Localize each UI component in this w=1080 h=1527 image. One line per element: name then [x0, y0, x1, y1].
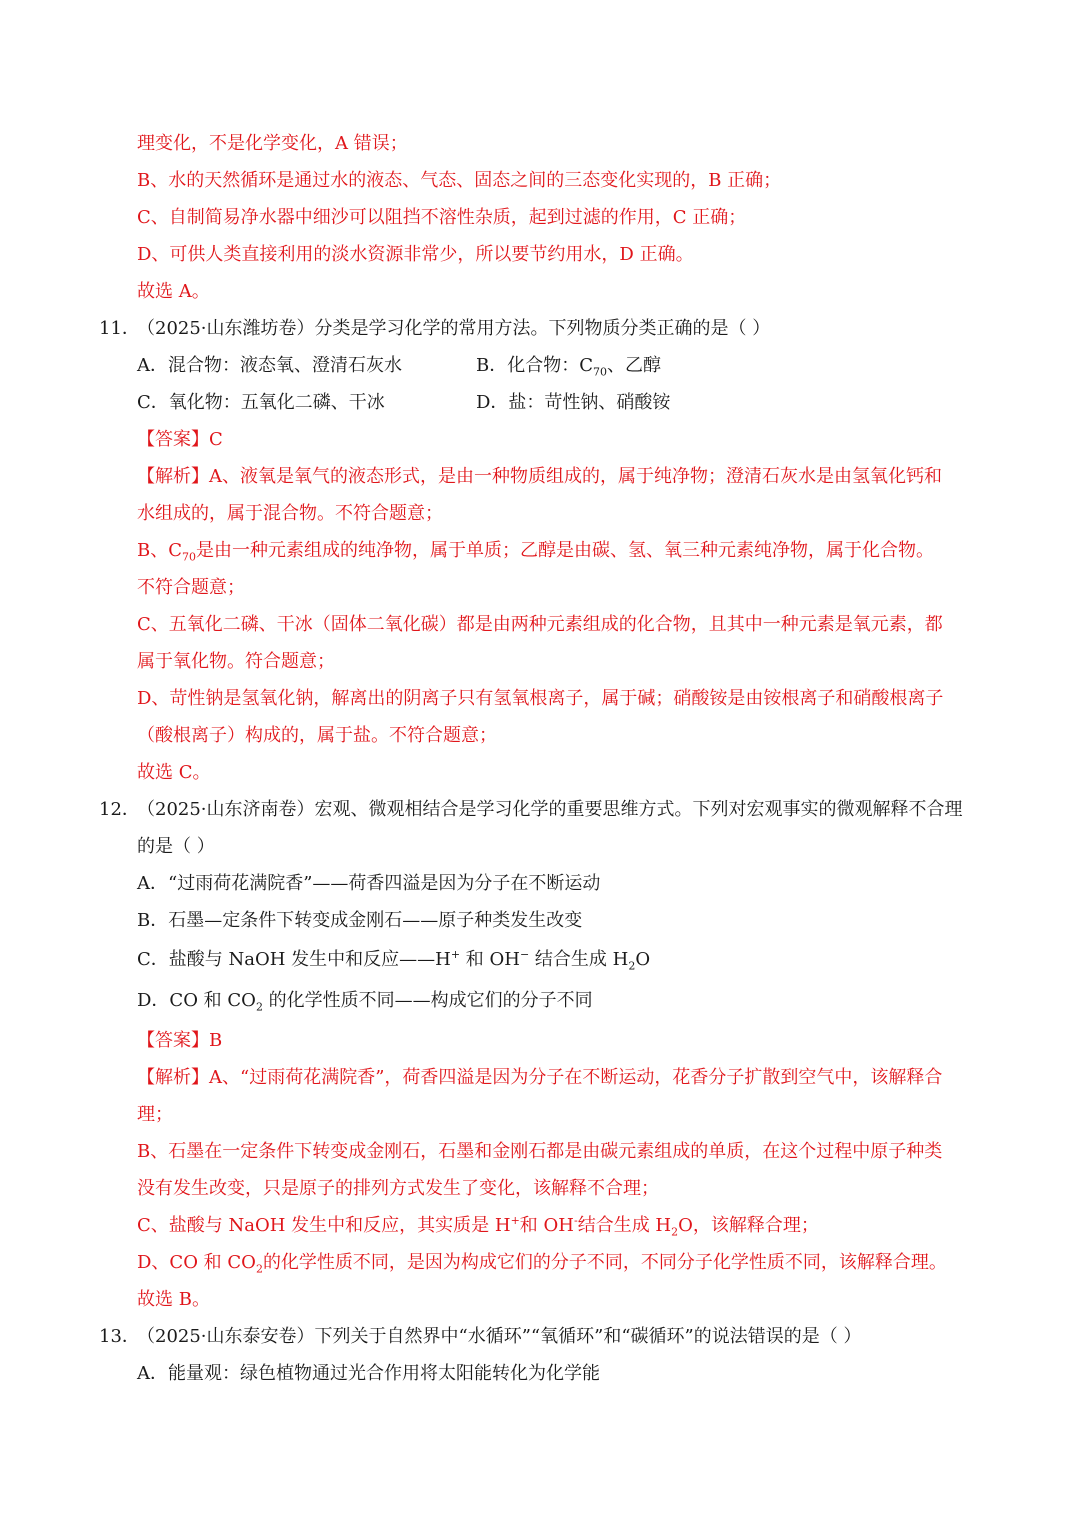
q11-option-c: C．氧化物：五氧化二磷、干冰: [137, 392, 385, 413]
q12-explanation-2: 理；: [137, 1104, 173, 1125]
q13-option-a: A．能量观：绿色植物通过光合作用将太阳能转化为化学能: [137, 1363, 600, 1384]
q12-answer: 【答案】B: [137, 1030, 223, 1051]
q13-stem: （2025·山东泰安卷）下列关于自然界中“水循环”“氧循环”和“碳循环”的说法错误的是（ ）: [137, 1326, 862, 1347]
q11-explanation-3: B、$C_{70}$是由一种元素组成的纯净物，属于单质；乙醇是由碳、氢、氧三种元素纯净物，属于化合物。: [137, 540, 934, 564]
q12-explanation-6: D、CO 和 $CO_2$的化学性质不同，是因为构成它们的分子不同，不同分子化学性质不同，该解释合理。: [137, 1252, 947, 1276]
intro-line-1: 理变化，不是化学变化，A 错误；: [137, 133, 408, 154]
q11-explanation-2: 水组成的，属于混合物。不符合题意；: [137, 503, 443, 524]
q11-explanation-5: C、五氧化二磷、干冰（固体二氧化碳）都是由两种元素组成的化合物，且其中一种元素是氧元素，都: [137, 614, 943, 635]
q12-explanation-1: 【解析】A、“过雨荷花满院香”，荷香四溢是因为分子在不断运动，花香分子扩散到空气中，该解释合: [137, 1067, 943, 1088]
q12-option-a: A．“过雨荷花满院香”——荷香四溢是因为分子在不断运动: [137, 873, 601, 894]
q12-explanation-7: 故选 B。: [137, 1289, 210, 1310]
q12-number: 12．: [99, 799, 140, 820]
q11-explanation-8: （酸根离子）构成的，属于盐。不符合题意；: [137, 725, 497, 746]
q11-explanation-6: 属于氧化物。符合题意；: [137, 651, 335, 672]
q11-option-a: A．混合物：液态氧、澄清石灰水: [137, 355, 402, 376]
q12-explanation-5: C、盐酸与 NaOH 发生中和反应，其实质是 H+和 OH-结合生成 $H_2O$，该解释合理；: [137, 1214, 819, 1239]
q12-option-b: B．石墨—定条件下转变成金刚石——原子种类发生改变: [137, 910, 583, 931]
q12-explanation-3: B、石墨在一定条件下转变成金刚石，石墨和金刚石都是由碳元素组成的单质，在这个过程中原子种类: [137, 1141, 943, 1162]
q12-explanation-4: 没有发生改变，只是原子的排列方式发生了变化，该解释不合理；: [137, 1178, 659, 1199]
q12-option-d: D．CO 和 $CO_2$ 的化学性质不同——构成它们的分子不同: [137, 990, 593, 1014]
q12-option-c: C．盐酸与 NaOH 发生中和反应——H+ 和 OH− 结合生成 $H_2O$: [137, 948, 651, 973]
q11-explanation-9: 故选 C。: [137, 762, 211, 783]
q13-number: 13．: [99, 1326, 140, 1347]
intro-line-3: C、自制简易净水器中细沙可以阻挡不溶性杂质，起到过滤的作用，C 正确；: [137, 207, 747, 228]
q11-explanation-7: D、苛性钠是氢氧化钠，解离出的阴离子只有氢氧根离子，属于碱；硝酸铵是由铵根离子和硝酸根离子: [137, 688, 944, 709]
q11-answer: 【答案】C: [137, 429, 223, 450]
q11-explanation-1: 【解析】A、液氧是氧气的液态形式，是由一种物质组成的，属于纯净物；澄清石灰水是由氢氧化钙和: [137, 466, 942, 487]
intro-line-4: D、可供人类直接利用的淡水资源非常少，所以要节约用水，D 正确。: [137, 244, 694, 265]
q11-explanation-4: 不符合题意；: [137, 577, 245, 598]
q11-option-b: B．化合物：$C_{70}$、乙醇: [476, 355, 661, 379]
q11-number: 11．: [99, 318, 140, 339]
intro-line-2: B、水的天然循环是通过水的液态、气态、固态之间的三态变化实现的，B 正确；: [137, 170, 782, 191]
q12-stem-1: （2025·山东济南卷）宏观、微观相结合是学习化学的重要思维方式。下列对宏观事实的微观解释不合理: [137, 799, 963, 820]
q11-option-d: D．盐：苛性钠、硝酸铵: [476, 392, 671, 413]
q11-stem: （2025·山东潍坊卷）分类是学习化学的常用方法。下列物质分类正确的是（ ）: [137, 318, 771, 339]
intro-line-5: 故选 A。: [137, 281, 210, 302]
q12-stem-2: 的是（ ）: [137, 836, 215, 857]
